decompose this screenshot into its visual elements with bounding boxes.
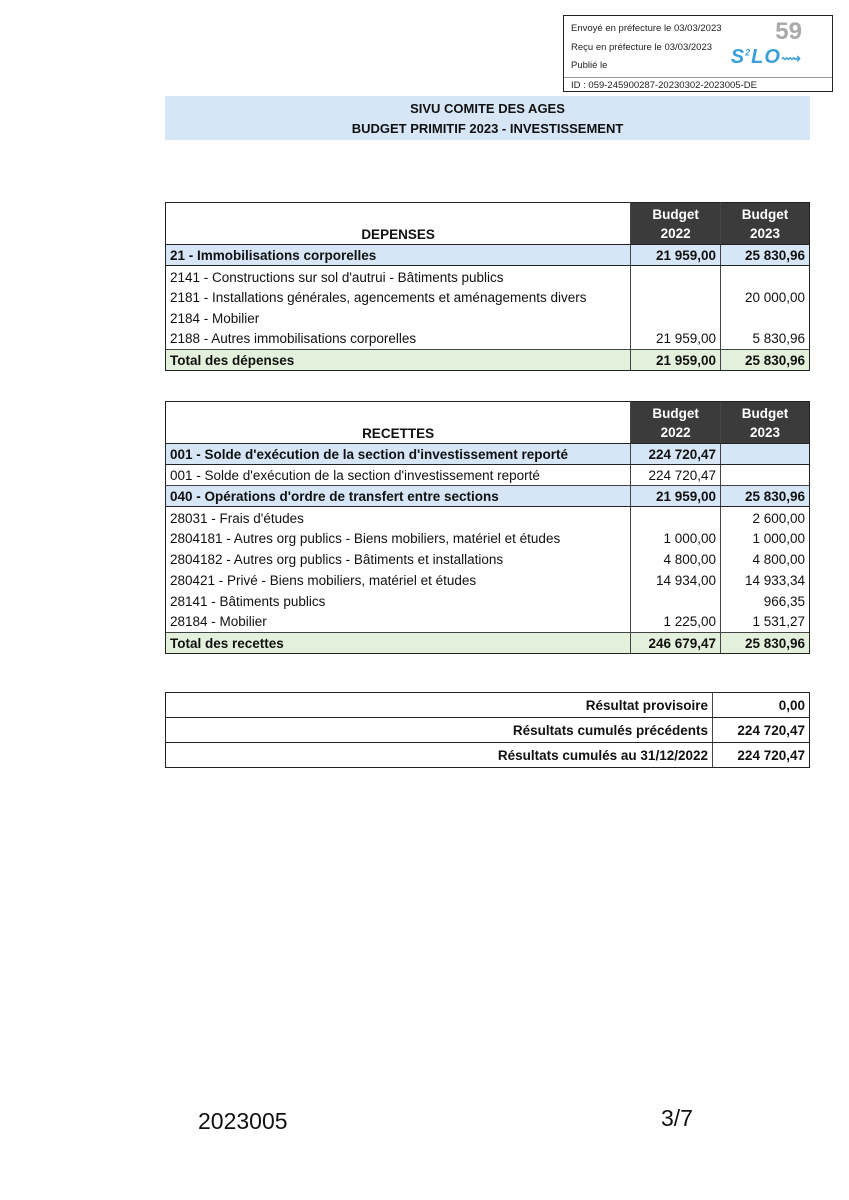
col-budget-2022: Budget 2022 xyxy=(631,203,721,245)
recettes-header-row xyxy=(166,402,810,444)
result-row: Résultats cumulés au 31/12/2022 224 720,47 xyxy=(166,743,810,768)
table-row: 2141 - Constructions sur sol d'autrui - Bâtiments publics xyxy=(166,266,810,287)
prefecture-stamp xyxy=(563,15,833,92)
table-row: 2188 - Autres immobilisations corporelles 21 959,00 5 830,96 xyxy=(166,329,810,350)
document-title: SIVU COMITE DES AGES xyxy=(410,101,565,116)
table-row: 2184 - Mobilier xyxy=(166,308,810,329)
section-row: 21 - Immobilisations corporelles 21 959,00 25 830,96 xyxy=(166,245,810,266)
table-row: 280421 - Privé - Biens mobiliers, matériel et études 14 934,00 14 933,34 xyxy=(166,570,810,591)
recettes-heading: RECETTES xyxy=(166,402,631,444)
page-number: 3/7 xyxy=(661,1105,693,1131)
col-budget-2022: Budget 2022 xyxy=(631,402,721,444)
stamp-received-date: Reçu en préfecture le 03/03/2023 xyxy=(571,42,713,53)
col-budget-2023: Budget 2023 xyxy=(721,203,810,245)
title-band xyxy=(165,96,810,140)
results-table xyxy=(165,692,810,768)
stamp-id: ID : 059-245900287-20230302-2023005-DE xyxy=(564,77,832,91)
table-row: 28141 - Bâtiments publics 966,35 xyxy=(166,591,810,612)
depenses-header-row xyxy=(166,203,810,245)
section-row: 040 - Opérations d'ordre de transfert entre sections 21 959,00 25 830,96 xyxy=(166,486,810,507)
stamp-number: 59 xyxy=(775,18,802,45)
document-code: 2023005 xyxy=(198,1108,288,1134)
table-row: 2804181 - Autres org publics - Biens mobiliers, matériel et études 1 000,00 1 000,00 xyxy=(166,528,810,549)
recettes-table xyxy=(165,401,810,654)
table-row: 28031 - Frais d'études 2 600,00 xyxy=(166,507,810,528)
total-row: Total des dépenses 21 959,00 25 830,96 xyxy=(166,350,810,371)
table-row: 2804182 - Autres org publics - Bâtiments et installations 4 800,00 4 800,00 xyxy=(166,549,810,570)
document-subtitle: BUDGET PRIMITIF 2023 - INVESTISSEMENT xyxy=(351,121,624,136)
depenses-heading: DEPENSES xyxy=(166,203,631,245)
section-row: 001 - Solde d'exécution de la section d'investissement reporté 224 720,47 xyxy=(166,444,810,465)
table-row: 28184 - Mobilier 1 225,00 1 531,27 xyxy=(166,612,810,633)
stamp-published: Publié le xyxy=(571,60,608,71)
result-row: Résultats cumulés précédents 224 720,47 xyxy=(166,718,810,743)
table-row: 2181 - Installations générales, agencements et aménagements divers 20 000,00 xyxy=(166,287,810,308)
table-row: 001 - Solde d'exécution de la section d'investissement reporté 224 720,47 xyxy=(166,465,810,486)
s2lo-logo: $S^2LO⟿$ xyxy=(730,46,802,68)
stamp-sent-date: Envoyé en préfecture le 03/03/2023 xyxy=(571,23,722,34)
col-budget-2023: Budget 2023 xyxy=(721,402,810,444)
result-row: Résultat provisoire 0,00 xyxy=(166,693,810,718)
depenses-table xyxy=(165,202,810,371)
total-row: Total des recettes 246 679,47 25 830,96 xyxy=(166,633,810,654)
